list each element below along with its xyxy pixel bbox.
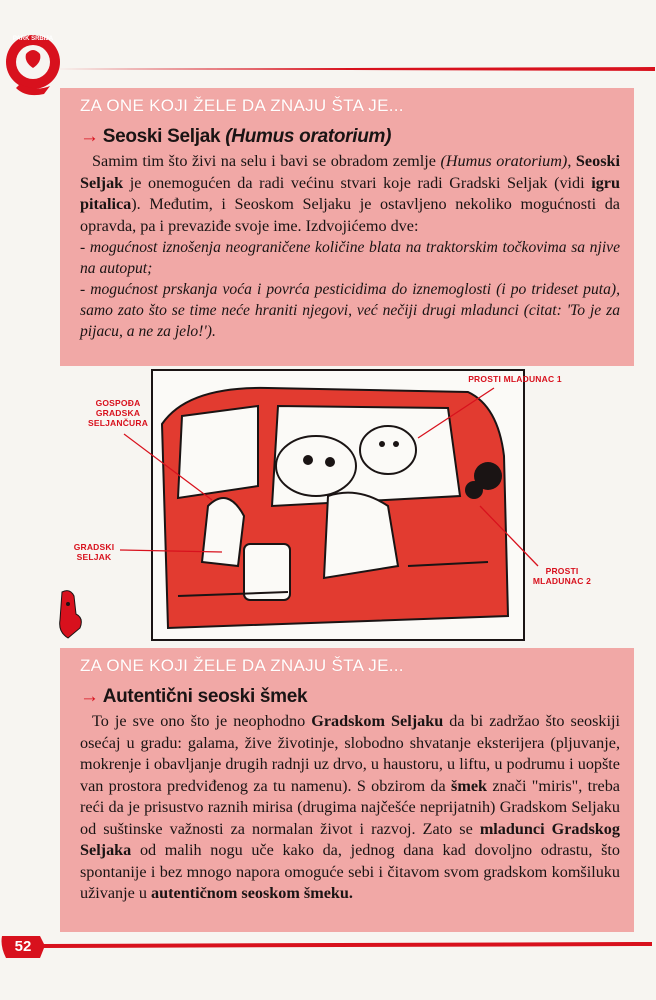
body-paragraph [80, 711, 620, 905]
arrow-right-icon: → [80, 126, 99, 147]
bold-run: šmek [451, 776, 488, 795]
text-run: , [567, 152, 576, 170]
label-gospodja-gradska-seljancura: GOSPOĐA GRADSKA SELJANČURA [87, 398, 149, 428]
bold-run: mladunci Gradskog Seljaka [80, 819, 620, 859]
label-prosti-mladunac-1: PROSTI MLADUNAC 1 [468, 374, 562, 384]
section-title [80, 126, 620, 148]
text-run: znači "miris", treba reći da je prisustvo raznih mirisa (drugima najčešće neprijatnih) Gradskom Seljaku od suštinske važnosti za normalan život i razvoj. Zato se [80, 776, 620, 838]
text-run: je onemogućen da radi većinu stvari koje radi Gradski Seljak (vidi [123, 173, 592, 192]
bullet-item-blato: - mogućnost iznošenja neograničene količine blata na traktorskim točkovima sa njive na autoput; [80, 239, 620, 277]
top-divider [55, 66, 655, 72]
italic-run: (Humus oratorium) [440, 152, 568, 170]
section-kicker: ZA ONE KOJI ŽELE DA ZNAJU ŠTA JE... [80, 656, 404, 675]
bold-run: Seoski Seljak [80, 152, 621, 192]
bullet-item-pesticidi: - mogućnost prskanja voća i povrća pesticidima do iznemoglosti (i po trideset puta), samo zato što se time neće hraniti njegovi, već nečiji drugi mladunci (citat: 'To je za pijacu, a ne za jelo!'). [80, 281, 620, 340]
bottom-divider [0, 932, 656, 962]
arrow-right-icon: → [80, 686, 99, 707]
label-prosti-mladunac-2: PROSTI MLADUNAC 2 [532, 566, 592, 586]
section-kicker: ZA ONE KOJI ŽELE DA ZNAJU ŠTA JE... [80, 96, 404, 115]
pointing-hand-icon [54, 588, 86, 640]
text-run: To je sve ono što je neophodno [92, 712, 312, 730]
logo-text: PARK SRBIJA [12, 36, 54, 42]
park-srbija-logo-icon [2, 26, 64, 102]
bold-run: igru pitalica [80, 173, 620, 213]
label-gradski-seljak: GRADSKI SELJAK [73, 542, 115, 562]
text-run: od malih nogu uče kako da, jednog dana kad dovoljno odrastu, što spontanije i bez mnogo napora omoguće sebi i čitavom svom gradskom komšiluku uživanje u [80, 841, 620, 902]
title-main: Seoski Seljak [102, 126, 226, 147]
info-box-seoski-seljak [60, 88, 634, 366]
text-run: Samim tim što živi na selu i bavi se obradom zemlje [92, 152, 441, 170]
bold-run: autentičnom seoskom šmeku. [151, 884, 353, 902]
info-box-autenticni-smek [60, 648, 634, 932]
section-title [80, 686, 620, 708]
car-cartoon-illustration [148, 366, 528, 644]
title-main: Autentični seoski šmek [102, 686, 308, 707]
page-number: 52 [14, 937, 32, 955]
text-run: da bi zadržao što seoskiji osećaj u gradu: galama, žive životinje, slobodno shvatanje eksterijera (pljuvanje, mokrenje i obavljanje drugih radnji uz drvo, u haustoru, u liftu, u podrumu i uopšte van prostora predviđenog za tu namenu). S obzirom da [80, 712, 620, 795]
body-paragraph [80, 151, 620, 237]
bold-run: Gradskom Seljaku [311, 712, 444, 730]
text-run: ). Međutim, i Seoskom Seljaku je ostavljeno nekoliko mogućnosti da opravda, pa i prevaziđe svoje ime. Izdvojićemo dve: [80, 195, 620, 235]
title-latin: (Humus oratorium) [225, 126, 392, 147]
